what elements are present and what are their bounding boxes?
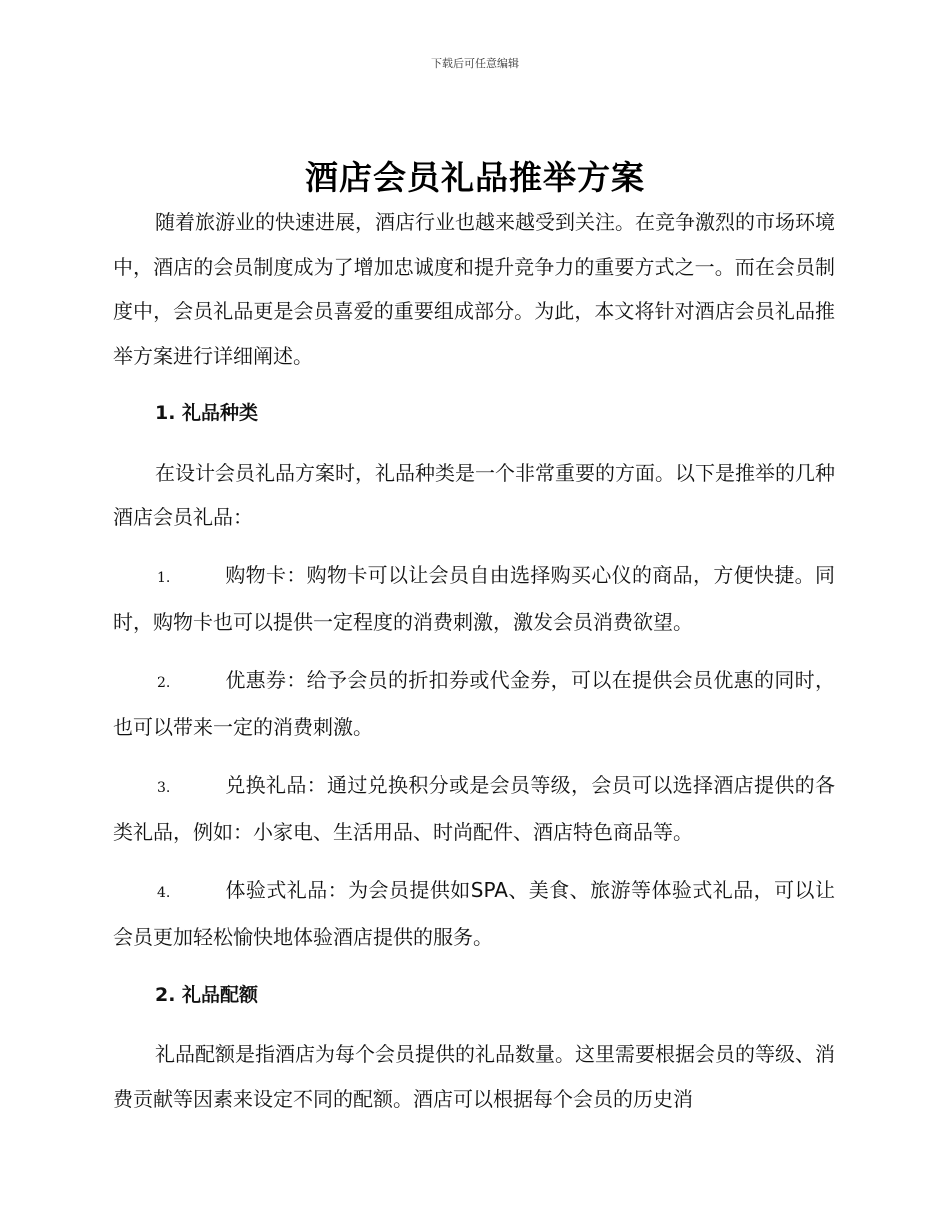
list-item — [113, 868, 835, 960]
list-item — [113, 553, 835, 645]
document-title: 酒店会员礼品推举方案 — [305, 158, 645, 197]
gift-types-paragraph: 在设计会员礼品方案时，礼品种类是一个非常重要的方面。以下是推举的几种酒店会员礼品： — [113, 460, 835, 529]
section-heading-gift-quota: 2. 礼品配额 — [155, 983, 259, 1006]
list-item-number: 4. — [157, 884, 171, 901]
list-item-number: 1. — [157, 569, 171, 586]
document-body — [113, 200, 835, 1121]
list-item-number: 2. — [157, 674, 171, 691]
list-item-text: 体验式礼品：为会员提供如SPA、美食、旅游等体验式礼品，可以让会员更加轻松愉快地体验酒店提供的服务。 — [113, 877, 835, 949]
list-item-text: 兑换礼品：通过兑换积分或是会员等级，会员可以选择酒店提供的各类礼品，例如：小家电、生活用品、时尚配件、酒店特色商品等。 — [113, 772, 835, 844]
section-heading-gift-types: 1. 礼品种类 — [155, 402, 259, 424]
list-item — [113, 763, 835, 855]
list-item-number: 3. — [157, 779, 171, 796]
gift-quota-paragraph: 礼品配额是指酒店为每个会员提供的礼品数量。这里需要根据会员的等级、消费贡献等因素来设定不同的配额。酒店可以根据每个会员的历史消 — [113, 1042, 835, 1111]
intro-paragraph: 随着旅游业的快速进展，酒店行业也越来越受到关注。在竞争激烈的市场环境中，酒店的会员制度成为了增加忠诚度和提升竞争力的重要方式之一。而在会员制度中，会员礼品更是会员喜爱的重要组成部分。为此，本文将针对酒店会员礼品推举方案进行详细阐述。 — [113, 210, 835, 368]
header-note: 下载后可任意编辑 — [431, 57, 519, 70]
list-item-text: 优惠券：给予会员的折扣券或代金券，可以在提供会员优惠的同时，也可以带来一定的消费刺激。 — [113, 667, 835, 739]
list-item-text: 购物卡：购物卡可以让会员自由选择购买心仪的商品，方便快捷。同时，购物卡也可以提供一定程度的消费刺激，激发会员消费欲望。 — [113, 562, 835, 634]
list-item — [113, 658, 835, 750]
